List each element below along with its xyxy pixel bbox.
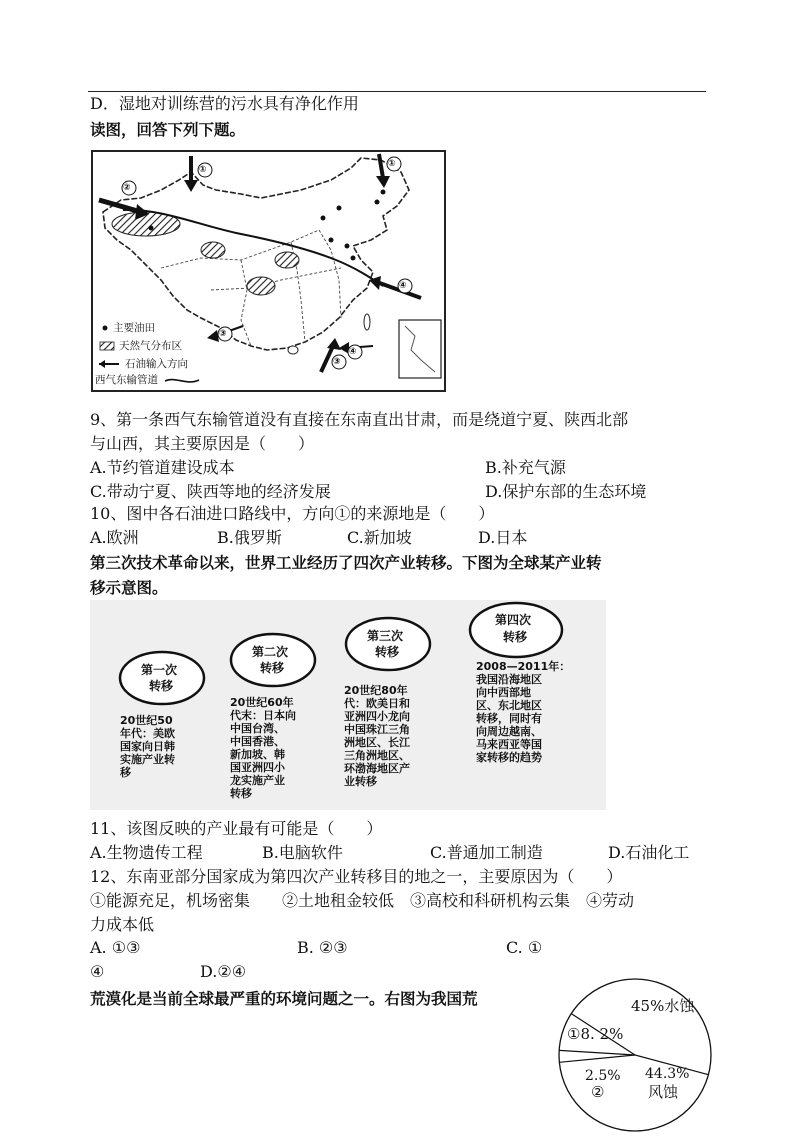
transfer-2-title: 第二次: [252, 645, 289, 659]
industry-intro-line1: 第三次技术革命以来，世界工业经历了四次产业转移。下图为全球某产业转: [90, 554, 602, 572]
route-label: ④: [399, 281, 407, 291]
transfer-4-text: 2008—2011年： 我国沿海地区 向中西部地 区、东北地区 转移，同时有 向周边越南、 马来西亚等国 家转移的趋势: [476, 660, 571, 764]
q12-line3: 力成本低: [90, 915, 155, 934]
q10-option-a: A.欧洲: [90, 528, 139, 547]
transfer-1-text: 20世纪50 年代：美欧 国家向日韩 实施产业转 移: [120, 714, 175, 779]
q11-option-a: A.生物遗传工程: [90, 843, 203, 862]
pie-label-wind: 风蚀: [648, 1083, 679, 1101]
pie-label-water: 45%水蚀: [631, 997, 695, 1015]
pie-label-1: ①8. 2%: [567, 1025, 624, 1043]
q9-option-c: C.带动宁夏、陕西等地的经济发展: [90, 482, 331, 501]
transfer-1-title: 第一次: [141, 663, 178, 677]
legend-oilfield: 主要油田: [113, 322, 155, 334]
route-label: ③: [333, 357, 341, 367]
transfer-3-title: 第三次: [367, 629, 404, 643]
q9-stem-line2: 与山西，其主要原因是（ ）: [90, 434, 315, 453]
desertification-pie-chart: [555, 975, 715, 1123]
q12-stem: 12、东南亚部分国家成为第四次产业转移目的地之一，主要原因为（ ）: [90, 867, 623, 886]
q12-line2: ①能源充足，机场密集 ②土地租金较低 ③高校和科研机构云集 ④劳动: [90, 891, 635, 910]
industry-transfer-figure: [90, 600, 606, 810]
q12-option-c-cont: ④: [90, 962, 105, 981]
route-label: ①: [388, 159, 396, 169]
route-label: ④: [349, 347, 357, 357]
transfer-1-title-2: 转移: [149, 679, 174, 693]
pie-label-2: ②: [591, 1083, 605, 1101]
legend-pipeline: 西气东输管道: [95, 374, 158, 386]
q9-stem-line1: 9、第一条西气东输管道没有直接在东南直出甘肃，而是绕道宁夏、陕西北部: [90, 410, 629, 429]
q9-option-b: B.补充气源: [485, 458, 566, 477]
china-energy-map: [91, 150, 446, 392]
industry-intro-line2: 移示意图。: [90, 579, 168, 597]
transfer-2-text: 20世纪60年 代末：日本向 中国台湾、 中国香港、 新加坡、韩 国亚洲四小 龙实施产业 转移: [230, 696, 296, 800]
q9-option-a: A.节约管道建设成本: [90, 458, 235, 477]
q10-stem: 10、图中各石油进口路线中，方向①的来源地是（ ）: [90, 504, 495, 523]
transfer-3-text: 20世纪80年 代：欧美日和 亚洲四小龙向 中国珠江三角 洲地区、长江 三角洲地区、 环渤海地区产 业转移: [344, 684, 410, 788]
q11-option-b: B.电脑软件: [262, 843, 343, 862]
q10-option-b: B.俄罗斯: [217, 528, 282, 547]
transfer-2-title-2: 转移: [260, 661, 285, 675]
transfer-4-title-2: 转移: [503, 630, 528, 644]
route-label: ③: [219, 329, 227, 339]
q10-option-c: C.新加坡: [347, 528, 412, 547]
pie-label-wind-pct: 44.3%: [645, 1066, 690, 1082]
header-rule: [88, 91, 706, 92]
route-label: ①: [199, 165, 207, 175]
q11-option-c: C.普通加工制造: [430, 843, 543, 862]
route-label: ②: [123, 183, 131, 193]
q12-option-a: A. ①③: [90, 938, 141, 957]
q12-option-c: C. ①: [506, 938, 543, 957]
desert-intro: 荒漠化是当前全球最严重的环境问题之一。右图为我国荒: [90, 990, 478, 1008]
map-svg: [91, 150, 446, 392]
legend-oil-import: 石油输入方向: [125, 358, 188, 370]
q11-option-d: D.石油化工: [608, 843, 690, 862]
transfer-3-title-2: 转移: [375, 645, 400, 659]
q12-option-d: D.②④: [200, 962, 247, 981]
pie-label-2-pct: 2.5%: [585, 1068, 621, 1084]
q8-option-d: D．湿地对训练营的污水具有净化作用: [90, 94, 359, 113]
q11-stem: 11、该图反映的产业最有可能是（ ）: [90, 819, 383, 838]
q9-option-d: D.保护东部的生态环境: [485, 482, 647, 501]
q12-option-b: B. ②③: [297, 938, 348, 957]
map-intro: 读图，回答下列下题。: [90, 121, 246, 139]
transfer-4-title: 第四次: [495, 613, 532, 627]
legend-gas: 天然气分布区: [119, 340, 182, 352]
q10-option-d: D.日本: [478, 528, 528, 547]
